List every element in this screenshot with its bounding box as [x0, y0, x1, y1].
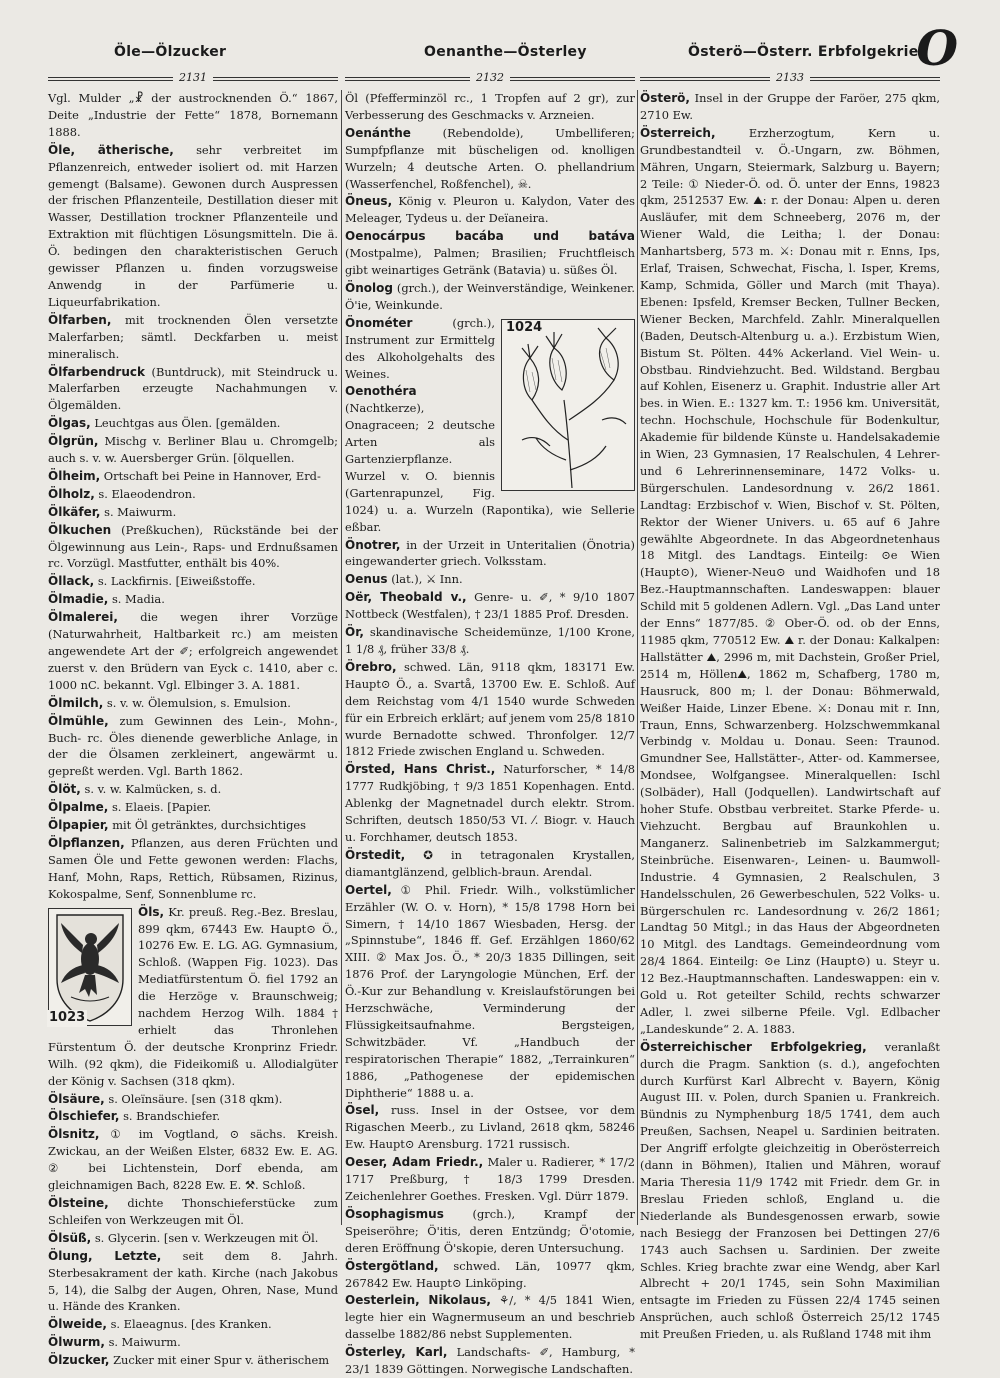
column-right [640, 90, 941, 1342]
dictionary-entry [345, 761, 635, 846]
entry-headword: Ölschiefer, [48, 1109, 120, 1124]
header-center: Oenanthe—Österley [424, 44, 587, 60]
entry-text: Öl (Pfefferminzöl rc., 1 Tropfen auf 2 gr), zur Verbesserung des Geschmacks v. Arzneien. [345, 91, 635, 122]
entry-text: (grch.), Krampf der Speiseröhre; Ö'itis, deren Entzündg; Ö'otomie, deren Eröffnung Ö'skopie, deren Untersuchung. [345, 1206, 636, 1255]
dictionary-entry [345, 1344, 635, 1378]
entry-headword: Ör, [345, 625, 364, 640]
dictionary-entry [48, 433, 338, 467]
dictionary-entry [48, 1126, 338, 1194]
entry-headword: Österley, Karl, [345, 1345, 448, 1360]
entry-text: in der Urzeit in Unteritalien (Önotria) eingewanderter griech. Volksstam. [345, 537, 635, 569]
entry-text: s. Madia. [111, 592, 165, 607]
dictionary-entry [48, 1195, 338, 1229]
entry-headword: Ölkuchen [48, 522, 112, 537]
entry-headword: Ölung, Letzte, [48, 1248, 162, 1263]
dictionary-entry [345, 280, 635, 314]
dictionary-entry [48, 1248, 338, 1316]
dictionary-entry [48, 713, 338, 781]
header-right: Österö—Österr. Erbfolgekrieg [688, 44, 929, 60]
entry-headword: Ölzucker, [48, 1353, 110, 1368]
entry-text: schwed. Län, 10977 qkm, 267842 Ew. Haupt⊙ Linköping. [345, 1258, 635, 1290]
dictionary-entry [345, 537, 635, 571]
entry-text: Leuchtgas aus Ölen. [gemälden. [94, 416, 281, 431]
entry-text: Pflanzen, aus deren Früchten und Samen Öle und Fette gewonen werden: Flachs, Hanf, Mohn, Raps, Rettich, Rübsamen, Rizinus, Kokospalme, Senf, Sonnenblume rc. [48, 835, 338, 901]
page-number-row-3 [640, 73, 940, 87]
figure-1024-evening-primrose [501, 319, 635, 491]
dictionary-entry [345, 125, 635, 193]
entry-text: skandinavische Scheidemünze, 1/100 Krone, 1 1/8 ₰, früher 33/8 ₰. [345, 625, 635, 656]
entry-headword: Österreichischer Erbfolgekrieg, [640, 1039, 867, 1054]
entry-text: russ. Insel in der Ostsee, vor dem Rigaschen Meerb., zu Livland, 2618 qkm, 58246 Ew. Haupt⊙ Arensburg. 1721 russisch. [345, 1103, 636, 1152]
dictionary-entry [48, 1091, 338, 1108]
entry-headword: Ösel, [345, 1103, 380, 1118]
entry-text: s. Elaeis. [Papier. [111, 800, 212, 815]
entry-text: dichte Thonschieferstücke zum Schleifen von Werkzeugen mit Öl. [48, 1196, 338, 1227]
page-number: 2132 [470, 71, 510, 84]
dictionary-entry [48, 364, 338, 415]
entry-text: die wegen ihrer Vorzüge (Naturwahrheit, Haltbarkeit rc.) am meisten angewendete Art der ✐; erfolgreich angewendet zuerst v. den Brüdern van Eyck c. 1410, aber c. 1000 nC. bekannt. Vgl. Elbinger 3. A. 1881. [48, 610, 339, 692]
entry-headword: Ösophagismus [345, 1206, 444, 1221]
column-middle [345, 90, 636, 1377]
entry-headword: Ölwurm, [48, 1335, 105, 1350]
dictionary-entry [48, 781, 338, 798]
dictionary-entry [48, 609, 338, 694]
entry-headword: Ölpalme, [48, 800, 109, 815]
entry-headword: Ölkäfer, [48, 504, 101, 519]
entry-headword: Ölöt, [48, 782, 81, 797]
entry-text: seit dem 8. Jahrh. Sterbesakrament der kath. Kirche (nach Jakobus 5, 14), die Salbg der Augen, Ohren, Nase, Mund u. Hände des Kranken. [48, 1248, 339, 1314]
page-number-row-1 [48, 73, 338, 87]
entry-headword: Ölsüß, [48, 1230, 92, 1245]
entry-headword: Örebro, [345, 659, 397, 674]
entry-headword: Oër, Theobald v., [345, 590, 467, 605]
entry-headword: Ölmadie, [48, 592, 109, 607]
dictionary-entry [48, 799, 338, 816]
entry-headword: Ölmilch, [48, 695, 104, 710]
dictionary-entry [48, 312, 338, 363]
dictionary-entry [345, 882, 635, 1102]
entry-headword: Ölmalerei, [48, 610, 118, 625]
page-number-row-2 [345, 73, 635, 87]
entry-text: (Buntdruck), mit Steindruck u. Malerfarben erzeugte Nachahmungen v. Ölgemälden. [48, 364, 338, 413]
entry-text: s. Lackfirnis. [Eiweißstoffe. [97, 574, 256, 589]
entry-headword: Ölpflanzen, [48, 835, 125, 850]
entry-headword: Ölgas, [48, 416, 91, 431]
entry-text: ✪ in tetragonalen Krystallen, diamantglänzend, gelblich-braun. Arendal. [345, 847, 635, 879]
entry-headword: Ölsäure, [48, 1091, 105, 1106]
entry-headword: Österreich, [640, 125, 716, 140]
entry-text: veranlaßt durch die Pragm. Sanktion (s. d.), angefochten durch Kurfürst Karl Albrecht v. Bayern, König August III. v. Polen, durch Spanien u. Frankreich. Bündnis zu Nymphenburg 18/5 1741, dem auch Preußen, Sachsen, Neapel u. Sardinien beitraten. Der Angriff erfolgte gleichzeitig in Oberösterreich (dann in Böhmen), Italien und Mähren, worauf Maria Theresia 11/9 1742 mit Friedr. dem Gr. in Breslau Frieden schloß, England u. die Niederlande als Bundesgenossen erwarb, sowie nach Besiegg der Franzosen bei Dettingen 27/6 1743 auch Sachsen u. Sardinien. Der zweite Schles. Krieg brachte zwar eine Wendg, aber Karl Albrecht + 20/1 1745, sein Sohn Maximilian entsagte im Frieden zu Füssen 22/4 1745 seinen Ansprüchen, auch schloß Österreich 25/12 1745 mit Preußen Frieden, u. als Rußland 1748 mit ihm [640, 1039, 941, 1342]
column-divider [637, 90, 638, 1225]
dictionary-entry [345, 193, 635, 227]
entry-headword: Oenothéra [345, 384, 417, 399]
entry-headword: Ölsteine, [48, 1196, 109, 1210]
entry-headword: Oenus [345, 572, 388, 587]
entry-text: Insel in der Gruppe der Faröer, 275 qkm, 2710 Ew. [640, 91, 940, 122]
page-number: 2131 [173, 71, 213, 84]
entry-headword: Ölpapier, [48, 818, 109, 833]
entry-text: Ortschaft bei Peine in Hannover, Erd- [103, 468, 321, 483]
entry-text: Mischg v. Berliner Blau u. Chromgelb; auch s. v. w. Auersberger Grün. [ölquellen. [48, 434, 338, 466]
dictionary-entry [48, 817, 338, 834]
entry-headword: Öls, [138, 904, 165, 919]
dictionary-entry [345, 659, 635, 760]
entry-text: s. Oleïnsäure. [sen (318 qkm). [108, 1091, 283, 1106]
dictionary-entry [345, 571, 635, 588]
entry-headword: Oertel, [345, 882, 392, 897]
dictionary-entry [48, 695, 338, 712]
entry-text: sehr verbreitet im Pflanzenreich, entweder isoliert od. mit Harzen gemengt (Balsame). Gewonen durch Auspressen der frischen Pflanzenteile, Destillation dieser mit Wasser, Destillation trockner Pflanzenteile und Extraktion mit flüchtigen Lösungsmitteln. Die ä. Ö. bedingen den charakteristischen Geruch gewisser Pflanzen u. finden vorzugsweise Anwendg in der Parfümerie u. Liqueurfabrikation. [48, 142, 338, 309]
entry-headword: Oenánthe [345, 125, 411, 140]
entry-headword: Öllack, [48, 574, 95, 589]
dictionary-entry [48, 1316, 338, 1333]
dictionary-entry [345, 1154, 635, 1205]
entry-text: (Rebendolde), Umbelliferen; Sumpfpflanze mit büscheligen od. knolligen Wurzeln; 4 deutsche Arten. O. phellandrium (Wasserfenchel, Roßfenchel), ☠. [345, 125, 635, 191]
figure-number: 1024 [506, 319, 543, 335]
figure-number: 1023 [49, 1009, 86, 1025]
entry-text: (grch.), Instrument zur Ermittelg des Alkoholgehalts des Weines. [345, 315, 495, 381]
entry-headword: Ölfarben, [48, 312, 112, 327]
section-letter: O [916, 21, 958, 77]
entry-text: Naturforscher, * 14/8 1777 Rudkjöbing, † 9/3 1851 Kopenhagen. Entd. Ablenkg der Magnetnadel durch elektr. Strom. Schriften, deutsch 1850/53 VI. ⁄. Biogr. v. Hauch u. Forchhamer, deutsch 1853. [345, 762, 635, 844]
dictionary-entry [48, 468, 338, 485]
entry-text: (Mostpalme), Palmen; Brasilien; Fruchtfleisch gibt weinartiges Getränk (Batavia) u. süßes Öl. [345, 246, 635, 278]
entry-headword: Örstedit, [345, 847, 406, 862]
entry-text: s. Elaeodendron. [98, 486, 196, 501]
dictionary-entry [640, 90, 940, 124]
entry-text: Kr. preuß. Reg.-Bez. Breslau, 899 qkm, 67443 Ew. Haupt⊙ Ö., 10276 Ew. E. LG. AG. Gymnasium, Schloß. (Wappen Fig. 1023). Das Mediatfürstentum Ö. fiel 1792 an die Herzöge v. Braunschweig; nachdem Herzog Wilh. 1884† erhielt das Thronlehen Fürstentum Ö. der deutsche Kronprinz Friedr. Wilh. (92 qkm), die Fideikomiß u. Allodialgüter der König v. Sachsen (318 qkm). [48, 904, 338, 1088]
entry-headword: Ölholz, [48, 486, 95, 501]
entry-text: (lat.), ⚔ Inn. [391, 572, 463, 587]
dictionary-entry [345, 1292, 635, 1343]
entry-text: zum Gewinnen des Lein-, Mohn-, Buch- rc. Öles dienende gewerbliche Anlage, in der die Ölsamen zerkleinert, angewärmt u. gepreßt werden. Vgl. Barth 1862. [48, 713, 338, 779]
dictionary-entry [48, 835, 338, 903]
entry-text: Vgl. Mulder „☧ der austrocknenden Ö.“ 1867, Deite „Industrie der Fette“ 1878, Bornemann 1888. [48, 91, 338, 139]
entry-headword: Ölgrün, [48, 434, 99, 449]
dictionary-entry [48, 522, 338, 573]
entry-text: (Preßkuchen), Rückstände bei der Ölgewinnung aus Lein-, Raps- und Erdnußsamen rc. Vorzügl. Mastfutter, enthält bis 40%. [48, 522, 338, 571]
entry-headword: Önolog [345, 280, 393, 295]
column-left [48, 90, 339, 1368]
running-headers [40, 44, 940, 74]
entry-text: König v. Pleuron u. Kalydon, Vater des Meleager, Tydeus u. der Deïaneira. [345, 194, 635, 226]
dictionary-entry [48, 1230, 338, 1247]
entry-headword: Ölheim, [48, 468, 101, 483]
entry-headword: Oesterlein, Nikolaus, [345, 1293, 491, 1308]
dictionary-entry [345, 589, 635, 623]
dictionary-entry [48, 573, 338, 590]
entry-text: (Nachtkerze), Onagraceen; 2 deutsche Arten als Gartenzierpflanze. Wurzel v. O. biennis (Gartenrapunzel, Fig. 1024) u. a. Wurzeln (Rapontika), wie Sellerie eßbar. [345, 401, 635, 534]
entry-headword: Önométer [345, 315, 413, 330]
entry-text: Erzherzogtum, Kern u. Grundbestandteil v. Ö.-Ungarn, zw. Böhmen, Mähren, Ungarn, Steiermark, Salzburg u. Bayern; 2 Teile: ① Nieder-Ö. od. Ö. unter der Enns, 19823 qkm, 2512537 Ew. ⛰: r. der Donau: Alpen u. deren Ausläufer, mit dem Schneeberg, 2076 m, der Wiener Wald, die Leitha; l. der Donau: Manhartsberg, 573 m. ⚔: Donau mit r. Enns, Ips, Erlaf, Traisen, Schwechat, Fischa, l. Isper, Krems, Kamp, Schmida, Göller und March (mit Thaya). Ebenen: Ipsfeld, Kremser Becken, Tullner Becken, Wiener Becken, Marchfeld. Zahlr. Mineralquellen (Baden, Deutsch-Altenburg u. a.). Erzbistum Wien, Bistum St. Pölten. 44% Ackerland. Viel Wein- u. Obstbau. Rindviehzucht. Bed. Wildstand. Bergbau auf Kohlen, Eisenerz u. Graphit. Industrie aller Art bes. in Wien. E.: 1327 km. T.: 1956 km. Universität, techn. Hochschule, Hochschule für Bodenkultur, Akademie für bildende Künste u. Handelsakademie in Wien, 23 Gymnasien, 17 Realschulen, 4 Lehrer- und 6 Lehrerinnenseminare, 1472 Volks- u. Bürgerschulen. Landesordnung v. 26/2 1861. Landtag: Erzbischof v. Wien, Bischof v. St. Pölten, Rektor der Wiener Univers. u. 65 auf 6 Jahre gewählte Abgeordnete. In das Abgeordnetenhaus 18 Mitgl. des Landtags. Einteilg: ⊙e Wien (Haupt⊙), Wiener-Neu⊙ und Waidhofen und 18 Bez.-Hauptmannschaften. Landeswappen: blauer Schild mit 5 goldenen Adlern. Vgl. „Das Land unter der Enns“ 1877/85. ② Ober-Ö. od. ob der Enns, 11985 qkm, 770512 Ew. ⛰ r. der Donau: Kalkalpen: Hallstätter ⛰, 2996 m, mit Dachstein, Großer Priel, 2514 m, Höllen⛰, 1862 m, Schafberg, 1780 m, Hausruck, 800 m; l. der Donau: Böhmerwald, Weißer Haide, Linzer Ebene. ⚔: Donau mit r. Inn, Traun, Enns, Schwarzenberg. Holzschwemmkanal Verbindg v. Moldau u. Donau. Seen: Traunod. Gmundner See, Hallstätter-, Atter- od. Kammersee, Mondsee, Wolfgangsee. Mineralquellen: Ischl (Solbäder), Hall (Jodquellen). Landwirtschaft auf hoher Stufe. Obstbau verbreitet. Starke Pferde- u. Viehzucht. Bergbau auf Braunkohlen u. Manganerz. Salinenbetrieb im Salzkammergut; Steinbrüche. Eisenwaren-, Leinen- u. Baumwoll-Industrie. 4 Gymnasien, 2 Realschulen, 3 Handelsschulen, 26 Gewerbeschulen, 522 Volks- u. Bürgerschulen rc. Landesordnung v. 26/2 1861; Landtag 50 Mitgl.; in das Haus der Abgeordneten 10 Mitgl. des Landtags. Gemeindeordnung vom 28/4 1864. Einteilg: ⊙e Linz (Haupt⊙) u. Steyr u. 12 Bez.-Hauptmannschaften. Landeswappen: ein v. Gold u. Rot geteilter Schild, rechts schwarzer Adler, l. zwei silberne Pfeile. Vgl. Edlbacher „Landeskunde“ 2. A. 1883. [640, 125, 940, 1036]
entry-text: s. Glycerin. [sen v. Werkzeugen mit Öl. [94, 1230, 319, 1245]
dictionary-entry [345, 1206, 635, 1257]
dictionary-entry [48, 591, 338, 608]
dictionary-entry [345, 1102, 635, 1153]
dictionary-entry [345, 847, 635, 881]
entry-text: Zucker mit einer Spur v. ätherischem [113, 1353, 330, 1368]
entry-headword: Öle, ätherische, [48, 142, 174, 157]
evening-primrose-illustration [502, 320, 634, 490]
entry-text: ① im Vogtland, ⊙ sächs. Kreish. Zwickau, an der Weißen Elster, 6832 Ew. E. AG. ② bei Lichtenstein, Dorf ebenda, am gleichnamigen Bach, 8228 Ew. E. ⚒. Schloß. [48, 1127, 339, 1193]
entry-text: Genre- u. ✐, * 9/10 1807 Nottbeck (Westfalen), † 23/1 1885 Prof. Dresden. [345, 590, 636, 622]
dictionary-entry [48, 142, 338, 311]
entry-headword: Örsted, Hans Christ., [345, 762, 496, 777]
entry-headword: Östergötland, [345, 1258, 439, 1273]
entry-text: schwed. Län, 9118 qkm, 183171 Ew. Haupt⊙ Ö., a. Svartå, 13700 Ew. E. Schloß. Auf dem Reichstag vom 4/1 1540 wurde Schweden für ein Erbreich erklärt; auf jenem vom 25/8 1810 wurde Bernadotte schwed. Thronfolger. 12/7 1812 Friede zwischen England u. Schweden. [345, 659, 635, 759]
dictionary-entry [48, 415, 338, 432]
page-number: 2133 [770, 71, 810, 84]
entry-text: s. Maiwurm. [104, 504, 177, 519]
entry-text: s. v. w. Ölemulsion, s. Emulsion. [106, 695, 291, 710]
entry-headword: Önotrer, [345, 537, 401, 552]
entry-text: (grch.), der Weinverständige, Weinkener. Ö'ie, Weinkunde. [345, 280, 635, 312]
entry-text: ① Phil. Friedr. Wilh., volkstümlicher Erzähler (W. O. v. Horn), * 15/8 1798 Horn bei Simern, † 14/10 1867 Wiesbaden, Hersg. der „Spinnstube“, 1846 ff. Gef. Erzählgen 1860/62 XIII. ② Max Jos. Ö., * 20/3 1835 Dillingen, seit 1876 Prof. der Laryngologie München, Erf. der Ö.-Kur zur Behandlung v. Kreislaufstörungen bei Herzschwäche, Verminderung der Flüssigkeitsaufnahme. Bergsteigen, Schwitzbäder. Vf. „Handbuch der respiratorischen Therapie“ 1882, „Terrainkuren“ 1886, „Pathogenese der epidemischen Diphtherie“ 1888 u. a. [345, 882, 635, 1100]
entry-headword: Österö, [640, 91, 690, 105]
header-left: Öle—Ölzucker [114, 44, 227, 60]
entry-headword: Ölsnitz, [48, 1127, 100, 1142]
entry-text: s. v. w. Kalmücken, s. d. [84, 782, 222, 797]
dictionary-entry [48, 90, 338, 141]
entry-text: mit trocknenden Ölen versetzte Malerfarben; sämtl. Deckfarben u. meist mineralisch. [48, 312, 338, 361]
entry-headword: Oenocárpus bacába und batáva [345, 229, 635, 244]
dictionary-entry [48, 1352, 338, 1369]
entry-headword: Ölmühle, [48, 713, 109, 728]
entry-headword: Ölfarbendruck [48, 364, 145, 379]
dictionary-entry [345, 228, 635, 279]
dictionary-entry [640, 1039, 940, 1343]
entry-text: s. Brandschiefer. [123, 1109, 221, 1124]
entry-text: s. Maiwurm. [108, 1335, 181, 1350]
entry-text: ⚘/, * 4/5 1841 Wien, legte hier ein Wagnermuseum an und beschrieb dasselbe 1882/86 nebst Supplementen. [345, 1293, 635, 1342]
figure-1023-coat-of-arms [48, 908, 132, 1026]
entry-headword: Ölweide, [48, 1317, 107, 1332]
column-divider [341, 90, 342, 1225]
entry-text: s. Elaeagnus. [des Kranken. [110, 1317, 272, 1332]
entry-text: mit Öl getränktes, durchsichtiges [112, 818, 307, 833]
entry-text: Landschafts- ✐, Hamburg, * 23/1 1839 Göttingen. Norwegische Landschaften. [345, 1345, 635, 1377]
dictionary-entry [48, 486, 338, 503]
entry-text: Maler u. Radierer, * 17/2 1717 Preßburg, † 18/3 1799 Dresden. Zeichenlehrer Goethes. Fresken. Vgl. Dürr 1879. [345, 1155, 635, 1203]
eagle-coat-of-arms-illustration [49, 909, 131, 1025]
entry-headword: Oeser, Adam Friedr., [345, 1155, 484, 1170]
dictionary-entry [48, 1108, 338, 1125]
dictionary-entry [345, 624, 635, 658]
dictionary-entry [640, 125, 940, 1038]
dictionary-entry [345, 1258, 635, 1292]
dictionary-entry [48, 504, 338, 521]
dictionary-entry [345, 90, 635, 124]
dictionary-entry [48, 1334, 338, 1351]
entry-headword: Öneus, [345, 194, 393, 209]
